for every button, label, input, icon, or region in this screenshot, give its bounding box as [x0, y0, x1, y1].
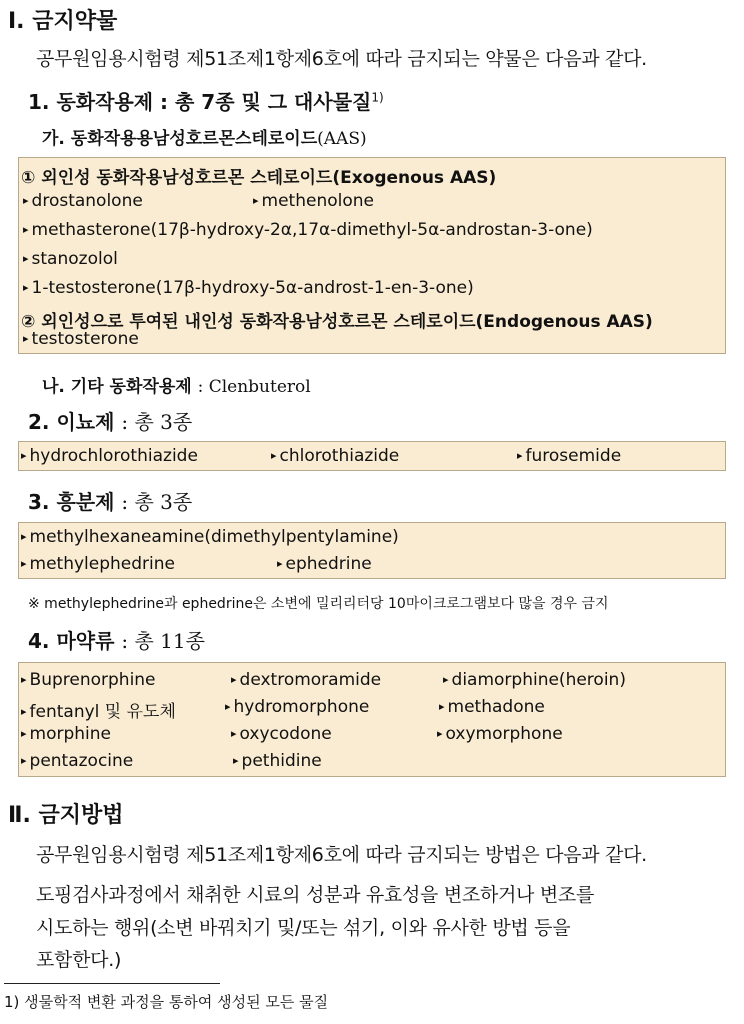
drug-item: ▸ diamorphine(heroin) [443, 670, 626, 690]
drug-item: ▸ drostanolone [23, 191, 143, 211]
drug-item: ▸ methylhexaneamine(dimethylpentylamine) [21, 527, 399, 547]
category-3-title: 3. 흥분제 : 총 3종 [28, 490, 193, 514]
footnote-ref: 1) [371, 90, 384, 105]
drug-item: ▸ stanozolol [23, 249, 118, 269]
diuretics-box [18, 441, 726, 471]
drug-item: ▸ hydrochlorothiazide [21, 446, 198, 466]
drug-item: ▸ methasterone(17β-hydroxy-2α,17α-dimethyl-5α-androstan-3-one) [23, 220, 593, 240]
subcategory-b-title: 나. 기타 동화작용제 : Clenbuterol [42, 377, 311, 397]
category-4-title: 4. 마약류 : 총 11종 [28, 629, 205, 653]
drug-item: ▸ pethidine [233, 751, 322, 771]
section-2-body-line: 포함한다.) [36, 949, 122, 971]
drug-item: ▸ methylephedrine [21, 554, 175, 574]
section-2-intro: 공무원임용시험령 제51조제1항제6호에 따라 금지되는 방법은 다음과 같다. [36, 844, 647, 866]
section-2-body-line: 도핑검사과정에서 채취한 시료의 성분과 유효성을 변조하거나 변조를 [36, 884, 595, 906]
exogenous-heading: ① 외인성 동화작용남성호르몬 스테로이드(Exogenous AAS) [21, 168, 497, 188]
drug-item: ▸ Buprenorphine [21, 670, 156, 690]
drug-item: ▸ fentanyl 및 유도체 [21, 697, 176, 722]
drug-item: ▸ pentazocine [21, 751, 133, 771]
drug-item: ▸ chlorothiazide [271, 446, 399, 466]
section-1-title: Ⅰ. 금지약물 [8, 9, 118, 34]
drug-item: ▸ testosterone [23, 329, 139, 349]
drug-item: ▸ oxymorphone [437, 724, 563, 744]
drug-item: ▸ ephedrine [277, 554, 372, 574]
stimulants-box [18, 522, 726, 579]
drug-item: ▸ 1-testosterone(17β-hydroxy-5α-androst-1-en-3-one) [23, 278, 474, 298]
footnote: 1) 생물학적 변환 과정을 통하여 생성된 모든 물질 [4, 993, 329, 1011]
drug-item: ▸ morphine [21, 724, 111, 744]
category-2-title: 2. 이뇨제 : 총 3종 [28, 410, 193, 434]
drug-item: ▸ dextromoramide [231, 670, 381, 690]
category-1-title: 1. 동화작용제 : 총 7종 및 그 대사물질$^{1)}$ [28, 90, 384, 114]
drug-item: ▸ oxycodone [231, 724, 332, 744]
subcategory-a-title: 가. 동화작용용남성호르몬스테로이드(AAS) [42, 129, 367, 149]
drug-item: ▸ hydromorphone [225, 697, 369, 717]
drug-item: ▸ methadone [439, 697, 545, 717]
section-2-body-line: 시도하는 행위(소변 바꿔치기 및/또는 섞기, 이와 유사한 방법 등을 [36, 917, 571, 939]
endogenous-heading: ② 외인성으로 투여된 내인성 동화작용남성호르몬 스테로이드(Endogenous AAS) [21, 312, 653, 332]
footnote-divider [4, 983, 220, 984]
section-2-title: Ⅱ. 금지방법 [8, 803, 124, 828]
stimulants-note: ※ methylephedrine과 ephedrine은 소변에 밀리리터당 10마이크로그램보다 많을 경우 금지 [28, 596, 609, 612]
drug-item: ▸ methenolone [253, 191, 374, 211]
narcotics-box [18, 662, 726, 777]
aas-box [18, 157, 726, 354]
drug-item: ▸ furosemide [517, 446, 621, 466]
section-1-intro: 공무원임용시험령 제51조제1항제6호에 따라 금지되는 약물은 다음과 같다. [36, 48, 647, 70]
